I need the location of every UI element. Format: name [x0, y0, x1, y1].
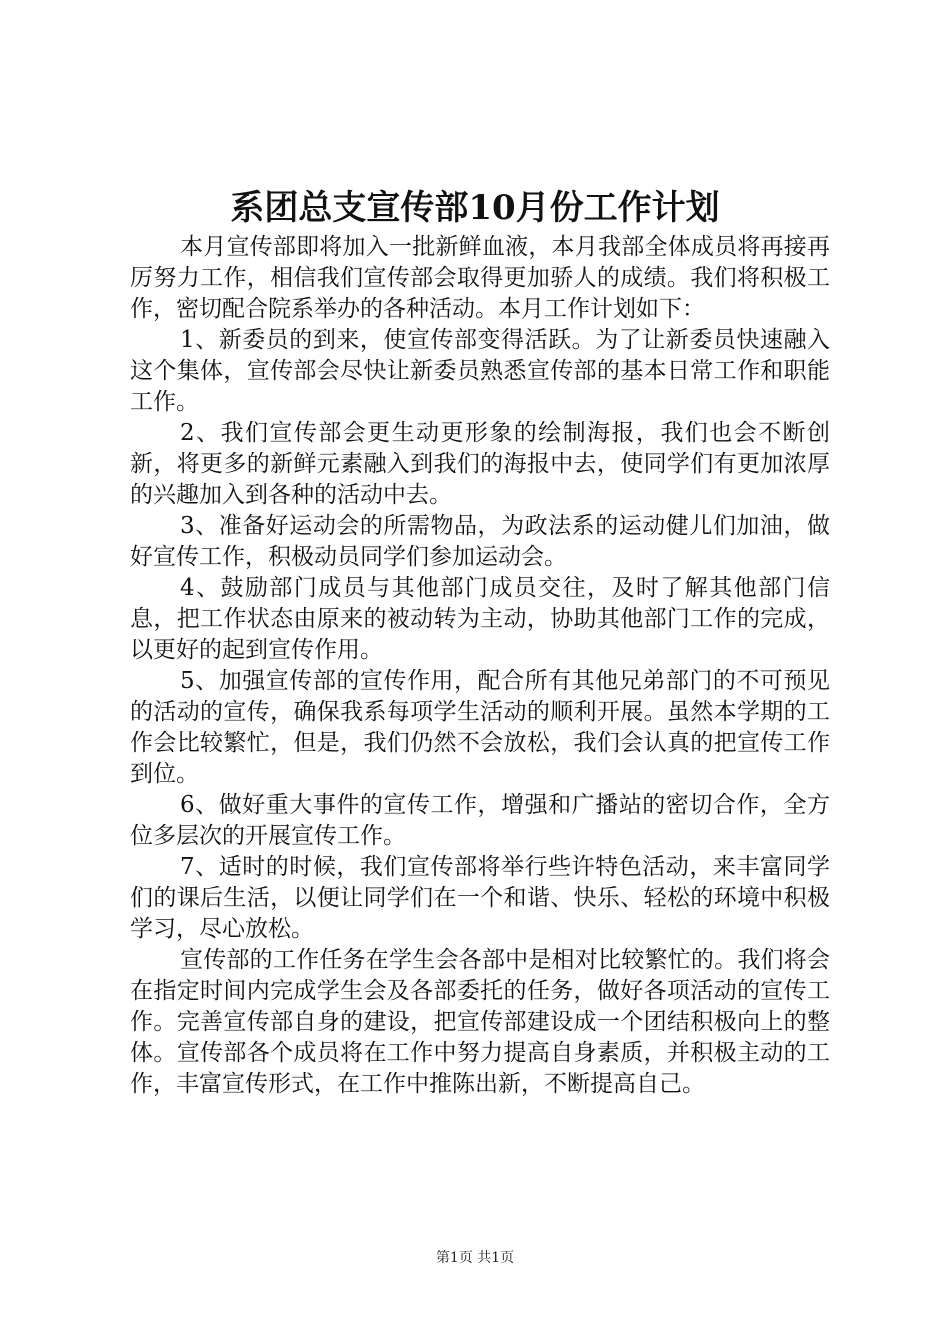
closing-paragraph: 宣传部的工作任务在学生会各部中是相对比较繁忙的。我们将会在指定时间内完成学生会及各部委托的任务，做好各项活动的宣传工作。完善宣传部自身的建设，把宣传部建设成一个团结积极向上的整体。宣传部各个成员将在工作中努力提高自身素质，并积极主动的工作，丰富宣传形式，在工作中推陈出新，不断提高自己。: [130, 947, 830, 1097]
plan-item-2: 2、我们宣传部会更生动更形象的绘制海报，我们也会不断创新，将更多的新鲜元素融入到我们的海报中去，使同学们有更加浓厚的兴趣加入到各种的活动中去。: [130, 420, 830, 508]
plan-item-1: 1、新委员的到来，使宣传部变得活跃。为了让新委员快速融入这个集体，宣传部会尽快让新委员熟悉宣传部的基本日常工作和职能工作。: [130, 327, 830, 415]
page-footer: 第1页 共1页: [435, 1250, 515, 1266]
document-title: 系团总支宣传部10月份工作计划: [230, 188, 720, 228]
plan-item-6: 6、做好重大事件的宣传工作，增强和广播站的密切合作，全方位多层次的开展宣传工作。: [130, 792, 830, 849]
intro-paragraph: 本月宣传部即将加入一批新鲜血液，本月我部全体成员将再接再厉努力工作，相信我们宣传部会取得更加骄人的成绩。我们将积极工作，密切配合院系举办的各种活动。本月工作计划如下：: [130, 234, 830, 322]
plan-item-4: 4、鼓励部门成员与其他部门成员交往，及时了解其他部门信息，把工作状态由原来的被动转为主动，协助其他部门工作的完成，以更好的起到宣传作用。: [130, 575, 830, 663]
document-body: [130, 232, 830, 1100]
plan-item-3: 3、准备好运动会的所需物品，为政法系的运动健儿们加油，做好宣传工作，积极动员同学们参加运动会。: [130, 513, 830, 570]
plan-item-7: 7、适时的时候，我们宣传部将举行些许特色活动，来丰富同学们的课后生活，以便让同学们在一个和谐、快乐、轻松的环境中积极学习，尽心放松。: [130, 854, 830, 942]
plan-item-5: 5、加强宣传部的宣传作用，配合所有其他兄弟部门的不可预见的活动的宣传，确保我系每项学生活动的顺利开展。虽然本学期的工作会比较繁忙，但是，我们仍然不会放松，我们会认真的把宣传工作到位。: [130, 668, 830, 787]
